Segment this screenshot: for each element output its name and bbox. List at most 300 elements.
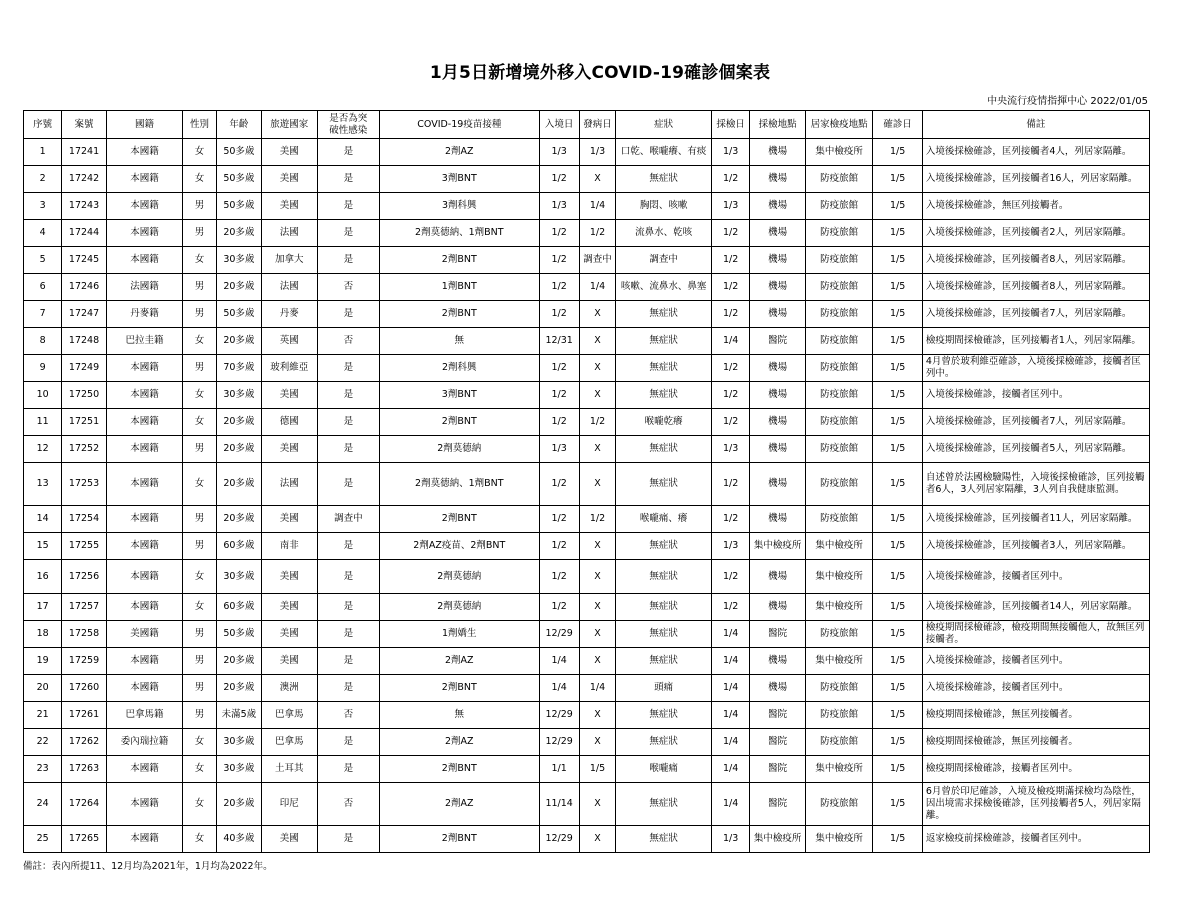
cell-onset: 1/3 bbox=[579, 139, 615, 166]
cell-confirm: 1/5 bbox=[873, 594, 922, 621]
cell-symptom: 無症狀 bbox=[616, 328, 712, 355]
header-nationality: 國籍 bbox=[106, 111, 183, 139]
cell-confirm: 1/5 bbox=[873, 355, 922, 382]
cell-sex: 女 bbox=[183, 463, 216, 506]
cell-symptom: 無症狀 bbox=[616, 648, 712, 675]
cell-age: 20多歲 bbox=[216, 328, 261, 355]
cell-confirm: 1/5 bbox=[873, 783, 922, 826]
cell-sex: 女 bbox=[183, 826, 216, 853]
cell-entry: 1/3 bbox=[539, 193, 579, 220]
cell-onset: 1/2 bbox=[579, 409, 615, 436]
table-row bbox=[24, 675, 1150, 702]
header-age: 年齡 bbox=[216, 111, 261, 139]
cell-quarantine: 集中檢疫所 bbox=[805, 139, 873, 166]
cell-entry: 1/3 bbox=[539, 436, 579, 463]
table-row bbox=[24, 355, 1150, 382]
cell-seq: 20 bbox=[24, 675, 62, 702]
source-date: 中央流行疫情指揮中心 2022/01/05 bbox=[987, 96, 1148, 107]
header-entry: 入境日 bbox=[539, 111, 579, 139]
cell-entry: 1/2 bbox=[539, 166, 579, 193]
cell-confirm: 1/5 bbox=[873, 301, 922, 328]
cell-onset: X bbox=[579, 729, 615, 756]
cell-breakthrough: 是 bbox=[317, 675, 380, 702]
cell-test-site: 機場 bbox=[750, 355, 805, 382]
cell-vaccine: 2劑BNT bbox=[380, 301, 539, 328]
cell-note: 入境後採檢確診，匡列接觸者7人，列居家隔離。 bbox=[922, 409, 1149, 436]
cell-onset: 1/4 bbox=[579, 675, 615, 702]
cell-symptom: 調查中 bbox=[616, 247, 712, 274]
header-confirm: 確診日 bbox=[873, 111, 922, 139]
cell-quarantine: 防疫旅館 bbox=[805, 702, 873, 729]
cell-age: 20多歲 bbox=[216, 436, 261, 463]
table-row bbox=[24, 648, 1150, 675]
cell-breakthrough: 是 bbox=[317, 382, 380, 409]
cell-age: 20多歲 bbox=[216, 506, 261, 533]
cell-seq: 13 bbox=[24, 463, 62, 506]
cell-sex: 男 bbox=[183, 274, 216, 301]
cell-entry: 1/3 bbox=[539, 139, 579, 166]
cell-country: 法國 bbox=[262, 220, 317, 247]
cell-sex: 男 bbox=[183, 355, 216, 382]
cell-test-site: 機場 bbox=[750, 463, 805, 506]
cell-seq: 8 bbox=[24, 328, 62, 355]
cell-nationality: 本國籍 bbox=[106, 463, 183, 506]
cell-symptom: 喉嚨痛、癢 bbox=[616, 506, 712, 533]
cell-confirm: 1/5 bbox=[873, 463, 922, 506]
cell-nationality: 本國籍 bbox=[106, 533, 183, 560]
cell-seq: 22 bbox=[24, 729, 62, 756]
cell-sex: 女 bbox=[183, 783, 216, 826]
cell-test-site: 機場 bbox=[750, 560, 805, 594]
header-breakthrough: 是否為突破性感染 bbox=[317, 111, 380, 139]
cell-case: 17246 bbox=[62, 274, 106, 301]
cell-seq: 15 bbox=[24, 533, 62, 560]
cell-onset: X bbox=[579, 463, 615, 506]
cell-case: 17249 bbox=[62, 355, 106, 382]
table-row bbox=[24, 409, 1150, 436]
cell-note: 入境後採檢確診，無匡列接觸者。 bbox=[922, 193, 1149, 220]
cell-test-site: 機場 bbox=[750, 301, 805, 328]
cell-seq: 7 bbox=[24, 301, 62, 328]
cell-symptom: 無症狀 bbox=[616, 436, 712, 463]
cell-test-date: 1/2 bbox=[712, 506, 750, 533]
cell-case: 17261 bbox=[62, 702, 106, 729]
cell-nationality: 本國籍 bbox=[106, 247, 183, 274]
cell-quarantine: 防疫旅館 bbox=[805, 729, 873, 756]
cell-sex: 女 bbox=[183, 409, 216, 436]
cell-case: 17257 bbox=[62, 594, 106, 621]
cell-test-site: 醫院 bbox=[750, 729, 805, 756]
cell-entry: 1/2 bbox=[539, 220, 579, 247]
cell-test-site: 機場 bbox=[750, 594, 805, 621]
cell-quarantine: 防疫旅館 bbox=[805, 301, 873, 328]
cell-vaccine: 2劑AZ bbox=[380, 648, 539, 675]
cell-quarantine: 防疫旅館 bbox=[805, 220, 873, 247]
cell-nationality: 委內瑞拉籍 bbox=[106, 729, 183, 756]
cell-sex: 女 bbox=[183, 594, 216, 621]
cell-vaccine: 2劑BNT bbox=[380, 756, 539, 783]
cell-onset: 1/4 bbox=[579, 193, 615, 220]
cell-breakthrough: 否 bbox=[317, 783, 380, 826]
cell-test-date: 1/4 bbox=[712, 675, 750, 702]
cell-test-date: 1/3 bbox=[712, 193, 750, 220]
cell-sex: 女 bbox=[183, 247, 216, 274]
cell-symptom: 無症狀 bbox=[616, 560, 712, 594]
cell-country: 印尼 bbox=[262, 783, 317, 826]
cell-note: 入境後採檢確診，匡列接觸者8人，列居家隔離。 bbox=[922, 247, 1149, 274]
cell-entry: 1/2 bbox=[539, 274, 579, 301]
cell-test-date: 1/4 bbox=[712, 621, 750, 648]
cell-breakthrough: 是 bbox=[317, 729, 380, 756]
cell-onset: X bbox=[579, 328, 615, 355]
cell-vaccine: 1劑嬌生 bbox=[380, 621, 539, 648]
cell-vaccine: 2劑BNT bbox=[380, 675, 539, 702]
cell-note: 入境後採檢確診，匡列接觸者2人，列居家隔離。 bbox=[922, 220, 1149, 247]
cell-symptom: 無症狀 bbox=[616, 355, 712, 382]
cell-note: 6月曾於印尼確診，入境及檢疫期滿採檢均為陰性，因出境需求採檢後確診，匡列接觸者5人，列居家隔離。 bbox=[922, 783, 1149, 826]
cell-vaccine: 2劑AZ bbox=[380, 729, 539, 756]
cell-note: 入境後採檢確診，接觸者匡列中。 bbox=[922, 648, 1149, 675]
cell-age: 50多歲 bbox=[216, 166, 261, 193]
cell-country: 美國 bbox=[262, 166, 317, 193]
cell-age: 30多歲 bbox=[216, 382, 261, 409]
cell-case: 17251 bbox=[62, 409, 106, 436]
header-sex: 性別 bbox=[183, 111, 216, 139]
cell-entry: 12/29 bbox=[539, 621, 579, 648]
cell-age: 20多歲 bbox=[216, 274, 261, 301]
cell-entry: 1/2 bbox=[539, 533, 579, 560]
cell-quarantine: 防疫旅館 bbox=[805, 166, 873, 193]
cell-test-site: 機場 bbox=[750, 274, 805, 301]
table-row bbox=[24, 756, 1150, 783]
cell-confirm: 1/5 bbox=[873, 756, 922, 783]
cell-quarantine: 集中檢疫所 bbox=[805, 826, 873, 853]
table-row bbox=[24, 382, 1150, 409]
cell-age: 60多歲 bbox=[216, 533, 261, 560]
cell-test-date: 1/4 bbox=[712, 702, 750, 729]
cell-sex: 男 bbox=[183, 436, 216, 463]
cell-country: 英國 bbox=[262, 328, 317, 355]
cell-case: 17260 bbox=[62, 675, 106, 702]
cell-symptom: 流鼻水、乾咳 bbox=[616, 220, 712, 247]
cell-test-site: 醫院 bbox=[750, 783, 805, 826]
cell-quarantine: 防疫旅館 bbox=[805, 783, 873, 826]
cell-case: 17262 bbox=[62, 729, 106, 756]
cell-age: 50多歲 bbox=[216, 139, 261, 166]
header-seq: 序號 bbox=[24, 111, 62, 139]
cell-onset: X bbox=[579, 301, 615, 328]
table-row bbox=[24, 594, 1150, 621]
cell-confirm: 1/5 bbox=[873, 560, 922, 594]
cell-vaccine: 2劑AZ bbox=[380, 139, 539, 166]
table-row bbox=[24, 193, 1150, 220]
cell-onset: X bbox=[579, 355, 615, 382]
cell-case: 17250 bbox=[62, 382, 106, 409]
cell-nationality: 本國籍 bbox=[106, 436, 183, 463]
cell-sex: 男 bbox=[183, 675, 216, 702]
cell-seq: 21 bbox=[24, 702, 62, 729]
cell-symptom: 無症狀 bbox=[616, 301, 712, 328]
cell-vaccine: 2劑AZ bbox=[380, 783, 539, 826]
cell-note: 入境後採檢確診，接觸者匡列中。 bbox=[922, 560, 1149, 594]
cell-entry: 1/2 bbox=[539, 594, 579, 621]
cell-test-site: 集中檢疫所 bbox=[750, 826, 805, 853]
cell-confirm: 1/5 bbox=[873, 729, 922, 756]
cell-case: 17263 bbox=[62, 756, 106, 783]
cell-confirm: 1/5 bbox=[873, 826, 922, 853]
cell-seq: 24 bbox=[24, 783, 62, 826]
cell-symptom: 喉嚨乾癢 bbox=[616, 409, 712, 436]
footnote: 備註：表內所提11、12月均為2021年，1月均為2022年。 bbox=[23, 861, 273, 872]
cell-sex: 女 bbox=[183, 560, 216, 594]
cell-nationality: 本國籍 bbox=[106, 594, 183, 621]
cell-nationality: 巴拿馬籍 bbox=[106, 702, 183, 729]
cell-quarantine: 防疫旅館 bbox=[805, 274, 873, 301]
cell-sex: 女 bbox=[183, 729, 216, 756]
cell-age: 30多歲 bbox=[216, 729, 261, 756]
cell-breakthrough: 是 bbox=[317, 139, 380, 166]
cell-seq: 19 bbox=[24, 648, 62, 675]
cell-nationality: 本國籍 bbox=[106, 139, 183, 166]
cell-note: 4月曾於玻利維亞確診，入境後採檢確診，接觸者匡列中。 bbox=[922, 355, 1149, 382]
cell-seq: 4 bbox=[24, 220, 62, 247]
cell-nationality: 美國籍 bbox=[106, 621, 183, 648]
cell-onset: 1/2 bbox=[579, 220, 615, 247]
cell-test-date: 1/2 bbox=[712, 560, 750, 594]
cell-age: 60多歲 bbox=[216, 594, 261, 621]
cell-entry: 1/2 bbox=[539, 355, 579, 382]
cell-breakthrough: 是 bbox=[317, 533, 380, 560]
cell-seq: 6 bbox=[24, 274, 62, 301]
table-row bbox=[24, 274, 1150, 301]
cell-note: 檢疫期間採檢確診，無匡列接觸者。 bbox=[922, 702, 1149, 729]
cell-breakthrough: 否 bbox=[317, 328, 380, 355]
cell-test-date: 1/2 bbox=[712, 382, 750, 409]
cell-test-site: 機場 bbox=[750, 220, 805, 247]
cell-country: 玻利維亞 bbox=[262, 355, 317, 382]
cell-onset: X bbox=[579, 436, 615, 463]
cell-quarantine: 集中檢疫所 bbox=[805, 594, 873, 621]
cell-case: 17241 bbox=[62, 139, 106, 166]
cell-quarantine: 防疫旅館 bbox=[805, 355, 873, 382]
cell-vaccine: 無 bbox=[380, 702, 539, 729]
cell-vaccine: 2劑科興 bbox=[380, 355, 539, 382]
cell-test-site: 機場 bbox=[750, 193, 805, 220]
cell-age: 20多歲 bbox=[216, 648, 261, 675]
cell-sex: 男 bbox=[183, 220, 216, 247]
cell-onset: 1/2 bbox=[579, 506, 615, 533]
cell-nationality: 本國籍 bbox=[106, 783, 183, 826]
cell-test-site: 醫院 bbox=[750, 702, 805, 729]
cell-country: 澳洲 bbox=[262, 675, 317, 702]
cell-quarantine: 防疫旅館 bbox=[805, 463, 873, 506]
cell-seq: 17 bbox=[24, 594, 62, 621]
cell-vaccine: 3劑BNT bbox=[380, 166, 539, 193]
cell-country: 加拿大 bbox=[262, 247, 317, 274]
cell-note: 入境後採檢確診，接觸者匡列中。 bbox=[922, 675, 1149, 702]
header-quarantine: 居家檢疫地點 bbox=[805, 111, 873, 139]
header-note: 備註 bbox=[922, 111, 1149, 139]
cell-case: 17256 bbox=[62, 560, 106, 594]
cell-age: 70多歲 bbox=[216, 355, 261, 382]
table-row bbox=[24, 506, 1150, 533]
cell-breakthrough: 是 bbox=[317, 436, 380, 463]
cell-sex: 男 bbox=[183, 193, 216, 220]
cell-nationality: 本國籍 bbox=[106, 220, 183, 247]
cell-symptom: 無症狀 bbox=[616, 621, 712, 648]
cell-seq: 18 bbox=[24, 621, 62, 648]
cell-quarantine: 防疫旅館 bbox=[805, 621, 873, 648]
cell-seq: 11 bbox=[24, 409, 62, 436]
cell-entry: 12/29 bbox=[539, 702, 579, 729]
cell-note: 入境後採檢確診，匡列接觸者14人，列居家隔離。 bbox=[922, 594, 1149, 621]
cell-test-date: 1/2 bbox=[712, 166, 750, 193]
cell-confirm: 1/5 bbox=[873, 409, 922, 436]
table-header-row bbox=[24, 111, 1150, 139]
cell-confirm: 1/5 bbox=[873, 675, 922, 702]
cell-test-date: 1/3 bbox=[712, 533, 750, 560]
cell-confirm: 1/5 bbox=[873, 506, 922, 533]
cell-country: 美國 bbox=[262, 139, 317, 166]
cell-age: 20多歲 bbox=[216, 220, 261, 247]
cell-sex: 女 bbox=[183, 382, 216, 409]
cell-sex: 女 bbox=[183, 328, 216, 355]
cell-case: 17259 bbox=[62, 648, 106, 675]
cell-vaccine: 2劑BNT bbox=[380, 506, 539, 533]
cell-test-date: 1/2 bbox=[712, 220, 750, 247]
cell-country: 美國 bbox=[262, 560, 317, 594]
cell-vaccine: 2劑AZ疫苗、2劑BNT bbox=[380, 533, 539, 560]
table-row bbox=[24, 702, 1150, 729]
cell-country: 美國 bbox=[262, 594, 317, 621]
cell-sex: 男 bbox=[183, 648, 216, 675]
cell-onset: X bbox=[579, 783, 615, 826]
cell-onset: X bbox=[579, 621, 615, 648]
page-title: 1月5日新增境外移入COVID-19確診個案表 bbox=[429, 63, 771, 83]
cell-symptom: 喉嚨痛 bbox=[616, 756, 712, 783]
cell-onset: X bbox=[579, 826, 615, 853]
header-vaccine: COVID-19疫苗接種 bbox=[380, 111, 539, 139]
cell-seq: 10 bbox=[24, 382, 62, 409]
case-table-container bbox=[23, 110, 1150, 853]
cell-breakthrough: 是 bbox=[317, 355, 380, 382]
cell-test-site: 機場 bbox=[750, 166, 805, 193]
cell-nationality: 本國籍 bbox=[106, 355, 183, 382]
cell-confirm: 1/5 bbox=[873, 166, 922, 193]
cell-breakthrough: 是 bbox=[317, 594, 380, 621]
cell-nationality: 法國籍 bbox=[106, 274, 183, 301]
cell-onset: X bbox=[579, 382, 615, 409]
cell-symptom: 無症狀 bbox=[616, 826, 712, 853]
header-country: 旅遊國家 bbox=[262, 111, 317, 139]
cell-seq: 1 bbox=[24, 139, 62, 166]
cell-breakthrough: 是 bbox=[317, 463, 380, 506]
cell-test-date: 1/4 bbox=[712, 328, 750, 355]
cell-entry: 1/2 bbox=[539, 382, 579, 409]
cell-breakthrough: 是 bbox=[317, 560, 380, 594]
cell-country: 德國 bbox=[262, 409, 317, 436]
cell-entry: 1/2 bbox=[539, 506, 579, 533]
cell-onset: X bbox=[579, 594, 615, 621]
cell-test-date: 1/2 bbox=[712, 463, 750, 506]
cell-confirm: 1/5 bbox=[873, 247, 922, 274]
cell-sex: 女 bbox=[183, 166, 216, 193]
cell-age: 20多歲 bbox=[216, 463, 261, 506]
cell-seq: 14 bbox=[24, 506, 62, 533]
table-row bbox=[24, 220, 1150, 247]
cell-note: 入境後採檢確診，接觸者匡列中。 bbox=[922, 382, 1149, 409]
cell-note: 入境後採檢確診，匡列接觸者5人，列居家隔離。 bbox=[922, 436, 1149, 463]
cell-nationality: 丹麥籍 bbox=[106, 301, 183, 328]
cell-country: 巴拿馬 bbox=[262, 702, 317, 729]
table-row bbox=[24, 301, 1150, 328]
cell-note: 自述曾於法國檢驗陽性，入境後採檢確診，匡列接觸者6人，3人列居家隔離，3人列自我健康監測。 bbox=[922, 463, 1149, 506]
cell-age: 未滿5歲 bbox=[216, 702, 261, 729]
cell-case: 17255 bbox=[62, 533, 106, 560]
cell-symptom: 胸悶、咳嗽 bbox=[616, 193, 712, 220]
cell-quarantine: 防疫旅館 bbox=[805, 382, 873, 409]
table-row bbox=[24, 621, 1150, 648]
cell-case: 17243 bbox=[62, 193, 106, 220]
cell-confirm: 1/5 bbox=[873, 621, 922, 648]
table-row bbox=[24, 826, 1150, 853]
cell-nationality: 本國籍 bbox=[106, 756, 183, 783]
cell-quarantine: 防疫旅館 bbox=[805, 328, 873, 355]
cell-confirm: 1/5 bbox=[873, 648, 922, 675]
cell-test-site: 機場 bbox=[750, 382, 805, 409]
cell-vaccine: 2劑莫德納 bbox=[380, 436, 539, 463]
cell-symptom: 無症狀 bbox=[616, 594, 712, 621]
cell-seq: 12 bbox=[24, 436, 62, 463]
cell-country: 美國 bbox=[262, 382, 317, 409]
cell-confirm: 1/5 bbox=[873, 274, 922, 301]
cell-test-date: 1/2 bbox=[712, 409, 750, 436]
cell-country: 美國 bbox=[262, 506, 317, 533]
cell-onset: 1/5 bbox=[579, 756, 615, 783]
cell-sex: 男 bbox=[183, 702, 216, 729]
cell-country: 南非 bbox=[262, 533, 317, 560]
cell-onset: 1/4 bbox=[579, 274, 615, 301]
cell-test-date: 1/4 bbox=[712, 783, 750, 826]
cell-country: 美國 bbox=[262, 193, 317, 220]
cell-entry: 1/2 bbox=[539, 463, 579, 506]
cell-note: 入境後採檢確診，匡列接觸者3人，列居家隔離。 bbox=[922, 533, 1149, 560]
cell-test-site: 機場 bbox=[750, 409, 805, 436]
cell-note: 入境後採檢確診，匡列接觸者11人，列居家隔離。 bbox=[922, 506, 1149, 533]
cell-nationality: 本國籍 bbox=[106, 560, 183, 594]
cell-confirm: 1/5 bbox=[873, 328, 922, 355]
cell-note: 檢疫期間採檢確診，檢疫期間無接觸他人，故無匡列接觸者。 bbox=[922, 621, 1149, 648]
cell-test-date: 1/2 bbox=[712, 247, 750, 274]
cell-breakthrough: 是 bbox=[317, 193, 380, 220]
table-row bbox=[24, 463, 1150, 506]
cell-country: 美國 bbox=[262, 648, 317, 675]
table-row bbox=[24, 783, 1150, 826]
cell-age: 50多歲 bbox=[216, 193, 261, 220]
cell-onset: X bbox=[579, 166, 615, 193]
cell-seq: 23 bbox=[24, 756, 62, 783]
cell-nationality: 本國籍 bbox=[106, 166, 183, 193]
cell-symptom: 無症狀 bbox=[616, 463, 712, 506]
cell-onset: X bbox=[579, 533, 615, 560]
cell-breakthrough: 是 bbox=[317, 247, 380, 274]
header-test-site: 採檢地點 bbox=[750, 111, 805, 139]
cell-onset: X bbox=[579, 702, 615, 729]
table-row bbox=[24, 139, 1150, 166]
cell-note: 檢疫期間採檢確診，匡列接觸者1人，列居家隔離。 bbox=[922, 328, 1149, 355]
cell-vaccine: 2劑莫德納 bbox=[380, 560, 539, 594]
cell-vaccine: 3劑BNT bbox=[380, 382, 539, 409]
